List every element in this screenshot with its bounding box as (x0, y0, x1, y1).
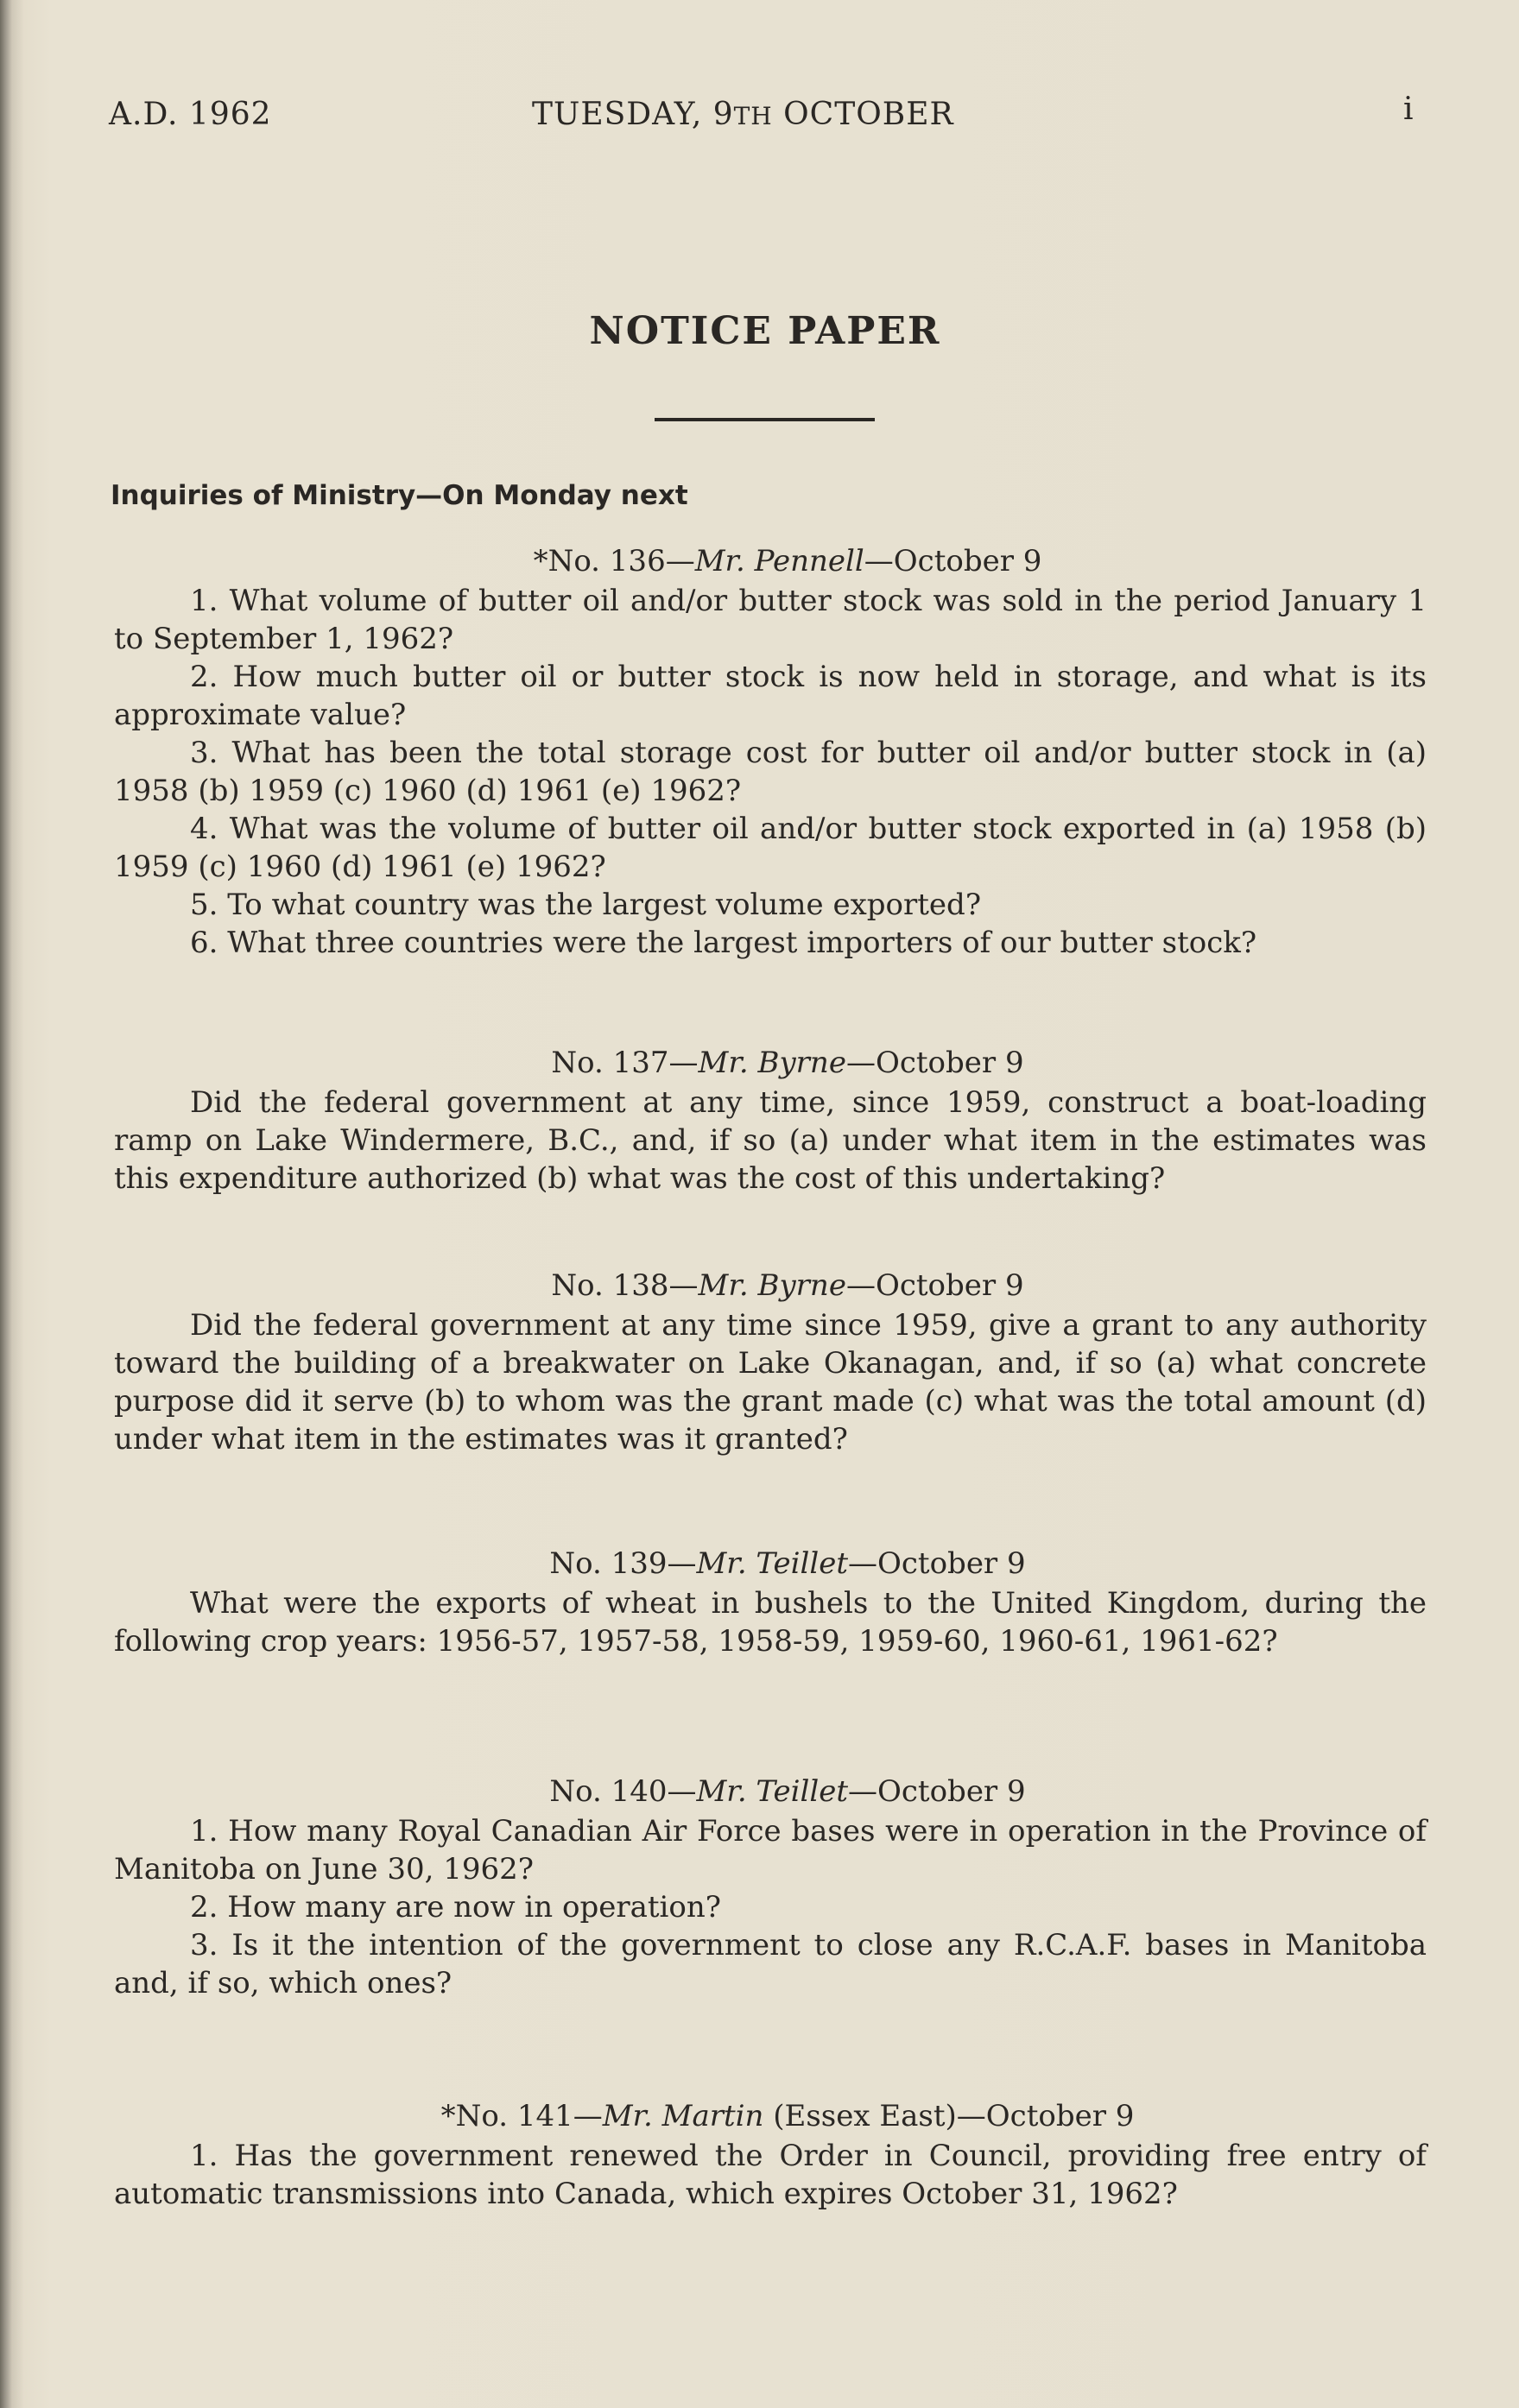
questions (114, 542, 1427, 2213)
question-number: No. 138— (551, 1268, 699, 1303)
header-date (532, 97, 954, 132)
question-139 (114, 1545, 1427, 1660)
question-paragraph: 4. What was the volume of butter oil and/or butter stock exported in (a) 1958 (b) 1959 (c) 1960 (d) 1961 (e) 1962? (114, 812, 1427, 884)
question-number: No. 140— (549, 1774, 697, 1809)
page-header (0, 92, 1519, 140)
question-heading (114, 542, 1427, 580)
question-date: —October 9 (848, 1774, 1026, 1809)
header-year: A.D. 1962 (109, 97, 272, 132)
question-member: Mr. Pennell (694, 544, 864, 578)
question-paragraph: 6. What three countries were the largest importers of our butter stock? (190, 926, 1257, 960)
question-paragraph: What were the exports of wheat in bushels to the United Kingdom, during the following crop years: 1956-57, 1957-58, 1958-59, 1959-60, 1960-61, 1961-62? (114, 1586, 1427, 1659)
question-paragraph: 1. How many Royal Canadian Air Force bases were in operation in the Province of Manitoba on June 30, 1962? (114, 1814, 1427, 1887)
question-140 (114, 1773, 1427, 2002)
question-member: Mr. Teillet (696, 1546, 848, 1581)
page-title: NOTICE PAPER (589, 309, 941, 353)
question-137 (114, 1044, 1427, 1198)
question-paragraph: 1. Has the government renewed the Order in Council, providing free entry of automatic transmissions into Canada, which expires October 31, 1962? (114, 2139, 1427, 2211)
title-rule (655, 418, 875, 421)
question-number: No. 139— (549, 1546, 697, 1581)
question-paragraph: 3. What has been the total storage cost for butter oil and/or butter stock in (a) 1958 (b) 1959 (c) 1960 (d) 1961 (e) 1962? (114, 736, 1427, 808)
question-141 (114, 2097, 1427, 2213)
header-date-post: OCTOBER (772, 97, 954, 132)
question-member: Mr. Byrne (698, 1046, 846, 1080)
question-number: *No. 141— (440, 2099, 603, 2133)
question-heading (114, 1044, 1427, 1082)
question-136 (114, 542, 1427, 962)
question-heading (114, 1545, 1427, 1583)
question-138 (114, 1267, 1427, 1458)
section-heading: Inquiries of Ministry—On Monday next (111, 480, 688, 511)
question-heading (114, 2097, 1427, 2135)
header-date-pre: TUESDAY, 9 (532, 97, 734, 132)
question-date: —October 9 (864, 544, 1042, 578)
question-paragraph: 2. How many are now in operation? (190, 1890, 722, 1925)
question-paragraph: 3. Is it the intention of the government to close any R.C.A.F. bases in Manitoba and, if so, which ones? (114, 1928, 1427, 2000)
question-heading (114, 1267, 1427, 1305)
question-date: —October 9 (845, 1046, 1024, 1080)
question-member: Mr. Martin (602, 2099, 764, 2133)
question-heading (114, 1773, 1427, 1811)
question-paragraph: Did the federal government at any time since 1959, give a grant to any authority toward the building of a breakwater on Lake Okanagan, and, if so (a) what concrete purpose did it serve (b) to whom was the grant made (c) what was the total amount (d) under what item in the estimates was it granted? (114, 1308, 1427, 1457)
question-paragraph: Did the federal government at any time, since 1959, construct a boat-loading ramp on Lake Windermere, B.C., and, if so (a) under what item in the estimates was this expenditure authorized (b) what was the cost of this undertaking? (114, 1085, 1427, 1196)
question-number: *No. 136— (533, 544, 695, 578)
question-date: —October 9 (845, 1268, 1024, 1303)
question-number: No. 137— (551, 1046, 699, 1080)
question-date: (Essex East)—October 9 (763, 2099, 1135, 2133)
question-member: Mr. Byrne (698, 1268, 846, 1303)
question-paragraph: 2. How much butter oil or butter stock is now held in storage, and what is its approximate value? (114, 660, 1427, 732)
question-paragraph: 5. To what country was the largest volume exported? (190, 888, 982, 922)
page-number: i (1403, 92, 1415, 127)
question-paragraph: 1. What volume of butter oil and/or butter stock was sold in the period January 1 to September 1, 1962? (114, 584, 1427, 656)
header-date-ordinal: TH (733, 102, 773, 130)
question-date: —October 9 (848, 1546, 1026, 1581)
question-member: Mr. Teillet (696, 1774, 848, 1809)
